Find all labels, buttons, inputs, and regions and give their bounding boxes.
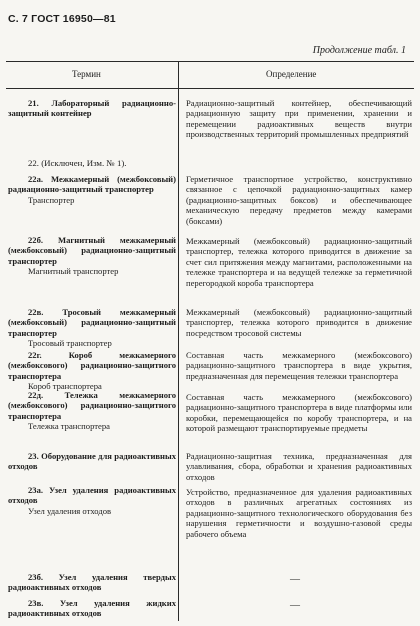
term-text: 22а. Межкамерный (межбоксовый) радиационно-защитный транспортер [8, 174, 176, 195]
table-row [8, 307, 176, 349]
table-row [8, 235, 176, 277]
column-header-term: Термин [72, 69, 101, 79]
term-synonym: Тросовый транспортер [28, 338, 112, 349]
term-text: 21. Лабораторный радиационно-защитный контейнер [8, 98, 176, 119]
term-synonym: Тележка транспортера [28, 421, 110, 432]
term-text: 22г. Короб межкамерного (межбоксового) радиационно-защитного транспортера [8, 350, 176, 381]
definition-text: Устройство, предназначенное для удаления радиоактивных отходов в различных агрегатных состояниях из радиационно-защитного технологического оборудования без нарушения герметичности и воздушно-газовой среды рабочего объема [186, 487, 412, 539]
term-synonym: Короб транспортера [28, 381, 102, 392]
term-text: 22д. Тележка межкамерного (межбоксового) радиационно-защитного транспортера [8, 390, 176, 421]
table-row [8, 390, 176, 432]
definition-text: Межкамерный (межбоксовый) радиационно-защитный транспортер, тележка которого приводится в движение посредством тросовой системы [186, 307, 412, 338]
column-header-definition: Определение [266, 69, 317, 79]
definition-text: Межкамерный (межбоксовый) радиационно-защитный транспортер, тележка которого приводится в движение за счет сил притяжения между магнитами, расположенными на тележке транспортера и на ведущей тележке за герметичной перегородкой короба транспортера [186, 236, 412, 288]
page-code: С. 7 ГОСТ 16950—81 [8, 13, 116, 25]
table-row [8, 350, 176, 392]
table-row [8, 158, 176, 168]
definition-text: Радиационно-защитная техника, предназначенная для улавливания, сбора, обработки и хранения радиоактивных отходов [186, 451, 412, 482]
definition-dash: — [290, 574, 300, 585]
definition-text: Радиационно-защитный контейнер, обеспечивающий радиационную защиту при применении, хранении и перемещении радиоактивных веществ внутри производственных территорий промышленных предприятий [186, 98, 412, 140]
table-row [8, 174, 176, 205]
table-column-rule [178, 61, 179, 621]
term-text: 22б. Магнитный межкамерный (межбоксовый) радиационно-защитный транспортер [8, 235, 176, 266]
term-text: 22в. Тросовый межкамерный (межбоксовый) радиационно-защитный транспортер [8, 307, 176, 338]
term-text: 22. (Исключен, Изм. № 1). [28, 158, 127, 168]
table-top-rule [6, 61, 414, 62]
table-header-rule [6, 88, 414, 89]
table-row [8, 451, 176, 472]
definition-text: Составная часть межкамерного (межбоксового) радиационно-защитного транспортера в виде укрытия, предназначенная для перемещения тележки транспортера [186, 350, 412, 381]
definition-dash: — [290, 600, 300, 611]
table-continuation-label: Продолжение табл. 1 [312, 45, 406, 56]
term-synonym: Магнитный транспортер [28, 266, 119, 277]
term-synonym: Узел удаления отходов [28, 505, 112, 516]
table-row [8, 98, 176, 119]
term-text: 23а. Узел удаления радиоактивных отходов [8, 485, 176, 506]
term-synonym: Транспортер [28, 194, 75, 205]
definition-text: Герметичное транспортное устройство, конструктивно связанное с цепочкой радиационно-защитных камер (радиационно-защитных боксов) и обеспечивающее механическую передачу предметов между камерами (боксами) [186, 174, 412, 226]
table-row [8, 485, 176, 516]
table-row [8, 598, 176, 619]
definition-text: Составная часть межкамерного (межбоксового) радиационно-защитного транспортера в виде платформы или коробки, перемещающейся по коробу транспортера, и на которой размещают транспортируемые предметы [186, 392, 412, 434]
term-text: 23в. Узел удаления жидких радиоактивных отходов [8, 598, 176, 619]
term-text: 23б. Узел удаления твердых радиоактивных отходов [8, 572, 176, 593]
term-text: 23. Оборудование для радиоактивных отходов [8, 451, 176, 472]
table-row [8, 572, 176, 593]
